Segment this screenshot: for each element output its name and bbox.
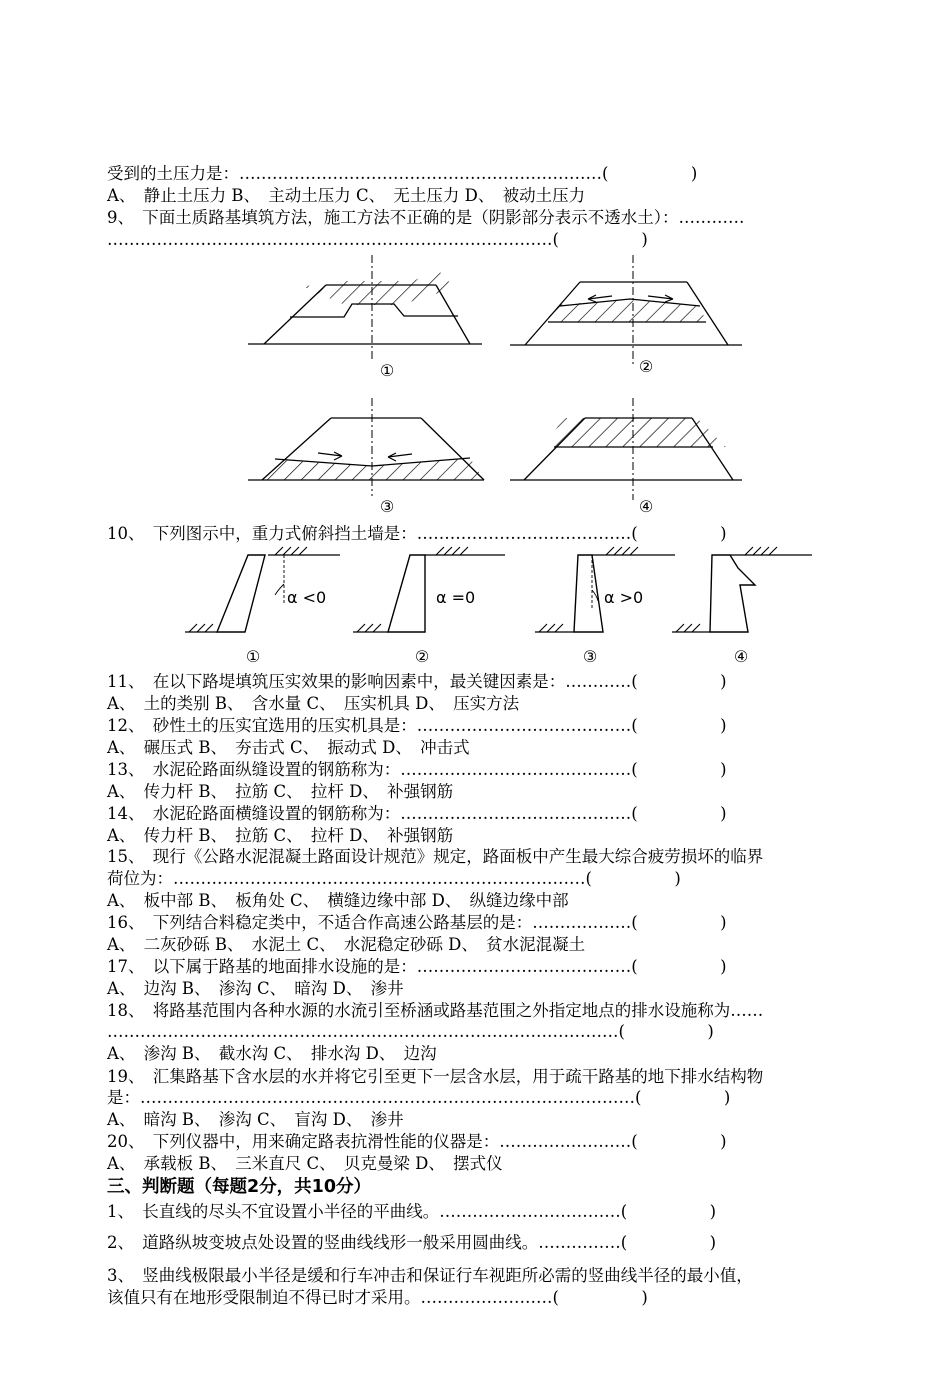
q15-stem: 15、 现行《公路水泥混凝土路面设计规范》规定，路面板中产生最大综合疲劳损坏的临界 xyxy=(107,847,764,866)
q13-stem: 13、 水泥砼路面纵缝设置的钢筋称为：……………………………………( ) xyxy=(107,760,727,779)
q16-options: A、 二灰砂砾 B、 水泥土 C、 水泥稳定砂砾 D、 贫水泥混凝土 xyxy=(107,935,586,954)
q15-options: A、 板中部 B、 板角处 C、 横缝边缘中部 D、 纵缝边缘中部 xyxy=(107,891,569,910)
q17-options: A、 边沟 B、 渗沟 C、 暗沟 D、 渗井 xyxy=(107,979,404,998)
q15-stem-cont: 荷位为：…………………………………………………………………( ) xyxy=(107,869,681,888)
q11-options: A、 土的类别 B、 含水量 C、 压实机具 D、 压实方法 xyxy=(107,694,520,713)
judge-1: 1、 长直线的尽头不宜设置小半径的平曲线。……………………………( ) xyxy=(107,1202,717,1221)
q17-stem: 17、 以下属于路基的地面排水设施的是：…………………………………( ) xyxy=(107,957,727,976)
q11-stem: 11、 在以下路堤填筑压实效果的影响因素中，最关键因素是：…………( ) xyxy=(107,672,727,691)
q20-stem: 20、 下列仪器中，用来确定路表抗滑性能的仪器是：……………………( ) xyxy=(107,1132,727,1151)
judge-3-cont: 该值只有在地形受限制迫不得已时才采用。……………………( ) xyxy=(107,1288,648,1307)
q8-options: A、 静止土压力 B、 主动土压力 C、 无土压力 D、 被动土压力 xyxy=(107,186,586,205)
q14-options: A、 传力杆 B、 拉筋 C、 拉杆 D、 补强钢筋 xyxy=(107,826,454,845)
q13-options: A、 传力杆 B、 拉筋 C、 拉杆 D、 补强钢筋 xyxy=(107,782,454,801)
q9-stem-cont: ………………………………………………………………………( ) xyxy=(107,230,648,249)
fig9-label-4: ④ xyxy=(638,497,654,516)
q19-stem-cont: 是：………………………………………………………………………………( ) xyxy=(107,1088,731,1107)
fig9-label-1: ① xyxy=(379,361,395,380)
q16-stem: 16、 下列结合料稳定类中，不适合作高速公路基层的是：………………( ) xyxy=(107,913,727,932)
fig10-wall-4 xyxy=(672,547,812,632)
judge-2: 2、 道路纵坡变坡点处设置的竖曲线线形一般采用圆曲线。……………( ) xyxy=(107,1233,717,1252)
fig9-diagram-3 xyxy=(248,398,484,496)
fig9-diagram-2 xyxy=(510,255,742,365)
fig10-angle-1: α <0 xyxy=(287,588,327,607)
q9-stem: 9、 下面土质路基填筑方法，施工方法不正确的是（阴影部分表示不透水土）：………… xyxy=(107,208,745,227)
q20-options: A、 承载板 B、 三米直尺 C、 贝克曼梁 D、 摆式仪 xyxy=(107,1154,503,1173)
fig9-diagram-4 xyxy=(510,398,742,500)
fig10-angle-3: α >0 xyxy=(604,588,644,607)
q14-stem: 14、 水泥砼路面横缝设置的钢筋称为：……………………………………( ) xyxy=(107,804,727,823)
q19-options: A、 暗沟 B、 渗沟 C、 盲沟 D、 渗井 xyxy=(107,1110,404,1129)
fig10-wall-2 xyxy=(353,547,505,632)
judge-3: 3、 竖曲线极限最小半径是缓和行车冲击和保证行车视距所必需的竖曲线半径的最小值， xyxy=(107,1266,753,1285)
fig10-label-2: ② xyxy=(414,647,430,666)
q18-options: A、 渗沟 B、 截水沟 C、 排水沟 D、 边沟 xyxy=(107,1044,437,1063)
fig9-diagram-1 xyxy=(248,255,482,362)
fig9-label-2: ② xyxy=(638,357,654,376)
fig10-label-4: ④ xyxy=(733,647,749,666)
fig9-label-3: ③ xyxy=(379,497,395,516)
q19-stem: 19、 汇集路基下含水层的水并将它引至更下一层含水层，用于疏干路基的地下排水结构物 xyxy=(107,1067,764,1086)
q12-stem: 12、 砂性土的压实宜选用的压实机具是：…………………………………( ) xyxy=(107,716,727,735)
section-3-heading: 三、判断题（每题2分，共10分） xyxy=(107,1177,372,1197)
q8-stem-end: 受到的土压力是：…………………………………………………………( ) xyxy=(107,164,698,183)
fig10-angle-2: α =0 xyxy=(436,588,476,607)
q18-stem: 18、 将路基范围内各种水源的水流引至桥涵或路基范围之外指定地点的排水设施称为…… xyxy=(107,1001,764,1020)
q12-options: A、 碾压式 B、 夯击式 C、 振动式 D、 冲击式 xyxy=(107,738,470,757)
q10-stem: 10、 下列图示中，重力式俯斜挡土墙是：…………………………………( ) xyxy=(107,524,727,543)
q18-stem-cont: …………………………………………………………………………………( ) xyxy=(107,1022,714,1041)
fig10-label-1: ① xyxy=(245,647,261,666)
fig10-label-3: ③ xyxy=(582,647,598,666)
